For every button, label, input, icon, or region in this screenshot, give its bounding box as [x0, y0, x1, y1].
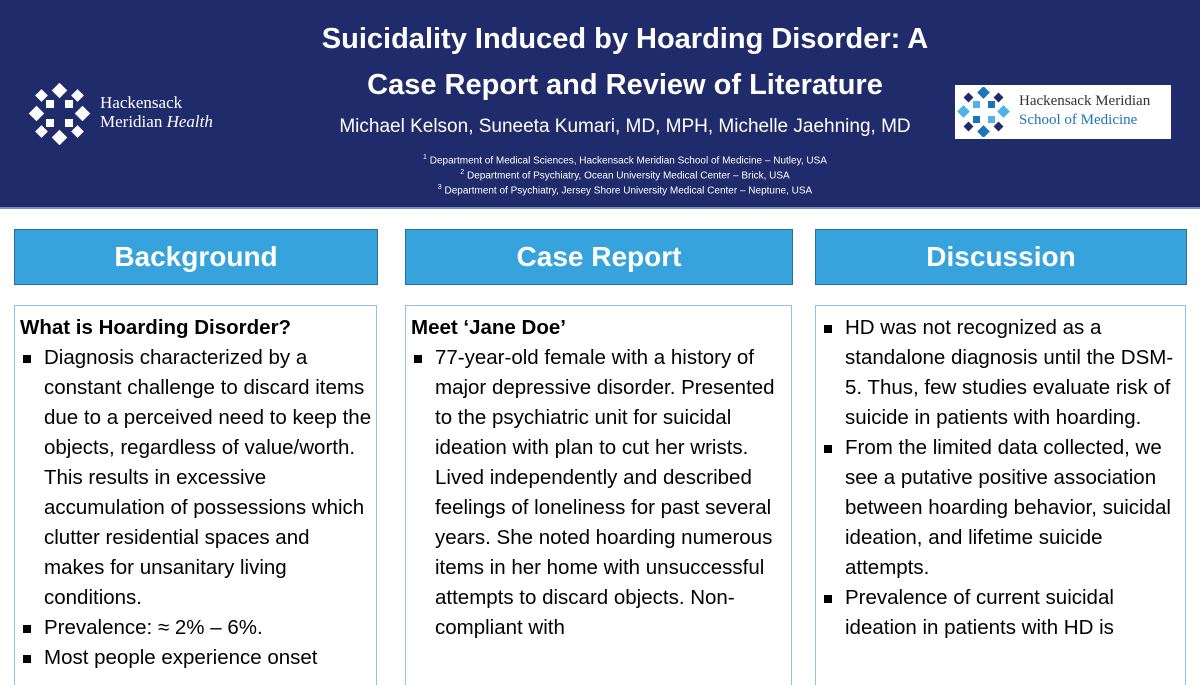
list-item: Prevalence: ≈ 2% – 6%. [20, 613, 372, 643]
background-section-body [14, 305, 377, 685]
list-item: HD was not recognized as a standalone diagnosis until the DSM-5. Thus, few studies evaluate risk of suicide in patients with hoarding. [821, 313, 1181, 433]
list-item: From the limited data collected, we see a putative positive association between hoarding behavior, suicidal ideation, and lifetime suicide attempts. [821, 433, 1181, 583]
background-subheading: What is Hoarding Disorder? [20, 316, 292, 339]
case-report-section-body [405, 305, 792, 685]
hackensack-meridian-school-of-medicine-logo [955, 85, 1171, 139]
logo-mark-icon [28, 83, 92, 145]
case-report-section-header: Case Report [405, 229, 793, 285]
poster-title-line2: Case Report and Review of Literature [367, 69, 883, 101]
discussion-section-body [815, 305, 1186, 685]
hackensack-meridian-health-logo [28, 83, 238, 145]
list-item: 77-year-old female with a history of major depressive disorder. Presented to the psychiatric unit for suicidal ideation with plan to cut her wrists. Lived independently and described feelings of loneliness for past several years. She noted hoarding numerous items in her home with unsuccessful attempts to discard objects. Non-compliant with [411, 343, 787, 643]
logo-left-line2: Meridian Health [100, 112, 213, 131]
background-bullet-list [20, 343, 372, 673]
author-list: Michael Kelson, Suneeta Kumari, MD, MPH, Michelle Jaehning, MD [339, 116, 911, 137]
case-report-subheading: Meet ‘Jane Doe’ [411, 316, 566, 339]
affiliation-1: $^1$ Department of Medical Sciences, Hackensack Meridian School of Medicine – Nutley, USA [423, 154, 827, 167]
affiliation-2: $^2$ Department of Psychiatry, Ocean University Medical Center – Brick, USA [460, 169, 790, 182]
list-item: Diagnosis characterized by a constant challenge to discard items due to a perceived need to keep the objects, regardless of value/worth. This results in excessive accumulation of possessions which clutter residential spaces and makes for unsanitary living conditions. [20, 343, 372, 613]
poster-header [0, 0, 1200, 209]
affiliation-3: $^3$ Department of Psychiatry, Jersey Shore University Medical Center – Neptune, USA [437, 184, 813, 197]
logo-right-line1: Hackensack Meridian [1019, 93, 1151, 109]
discussion-bullet-list [821, 313, 1181, 643]
logo-right-line2: School of Medicine [1019, 112, 1138, 128]
case-report-bullet-list [411, 343, 787, 643]
discussion-section-header: Discussion [815, 229, 1187, 285]
logo-left-line1: Hackensack [100, 93, 183, 112]
background-section-header: Background [14, 229, 378, 285]
list-item: Prevalence of current suicidal ideation in patients with HD is [821, 583, 1181, 643]
list-item: Most people experience onset [20, 643, 372, 673]
poster-title-line1: Suicidality Induced by Hoarding Disorder: A [321, 23, 929, 55]
logo-mark-icon [957, 87, 1011, 137]
